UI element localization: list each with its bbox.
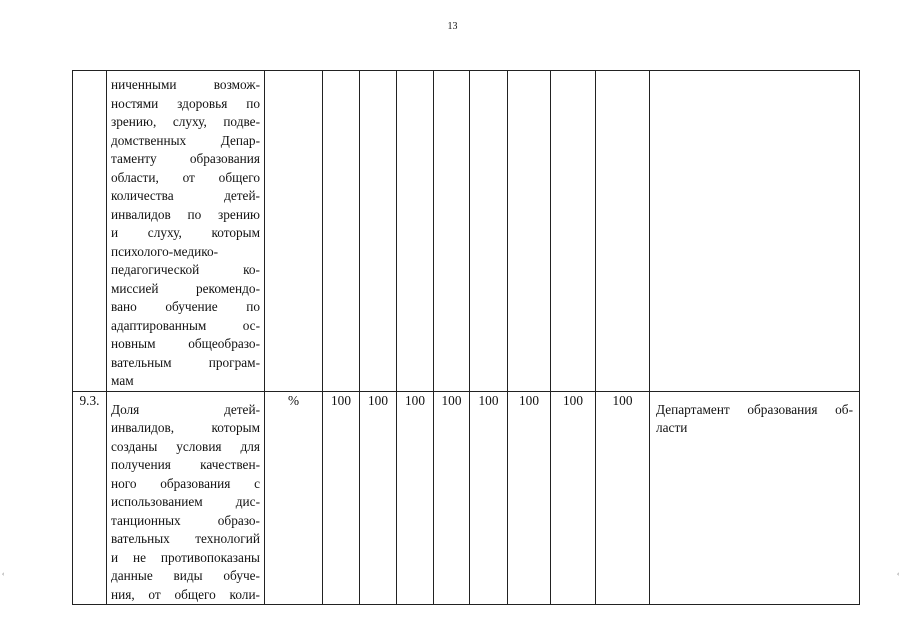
text-line: миссией рекомендо- [111, 280, 260, 296]
value-cell: 100 [434, 391, 470, 605]
scan-mark-right: ‹ [897, 570, 900, 578]
text-line: ностями здоровья по [111, 95, 260, 111]
text-line: таменту образования [111, 151, 260, 166]
value-cell [434, 71, 470, 392]
value-cell: 100 [551, 391, 596, 605]
text-line: количества детей- [111, 188, 260, 203]
text-line: ласти [656, 420, 688, 435]
text-line: ния, от общего коли- [111, 586, 260, 602]
text-line: ного образования с [111, 475, 260, 491]
value-cell: 100 [596, 391, 650, 605]
row-index [73, 71, 107, 392]
text-line: педагогической ко- [111, 262, 260, 277]
responsible-cell [650, 71, 860, 392]
responsible-cell [650, 391, 860, 605]
scan-mark-left: ‹ [2, 570, 5, 578]
indicator-description [107, 391, 265, 605]
text-line: вательным програм- [111, 354, 260, 370]
text-line: ниченными возмож- [111, 77, 260, 92]
indicator-table [72, 70, 860, 605]
text-line: зрению, слуху, подве- [111, 114, 260, 129]
text-line: домственных Депар- [111, 132, 260, 148]
text-line: инвалидов по зрению [111, 206, 260, 222]
text-line: созданы условия для [111, 438, 260, 454]
text-line: использованием дис- [111, 494, 260, 509]
value-cell [360, 71, 397, 392]
description-text [107, 392, 264, 605]
table-row [73, 71, 860, 392]
text-line: мам [111, 373, 134, 388]
text-line: вано обучение по [111, 299, 260, 314]
responsible-text [650, 392, 859, 438]
table-row [73, 391, 860, 605]
value-cell [551, 71, 596, 392]
value-cell: 100 [470, 391, 508, 605]
unit-cell: % [265, 391, 323, 605]
text-line: психолого-медико- [111, 243, 219, 259]
value-cell: 100 [508, 391, 551, 605]
value-cell [323, 71, 360, 392]
text-line: инвалидов, которым [111, 420, 260, 435]
text-line: Доля детей- [111, 401, 260, 417]
value-cell: 100 [360, 391, 397, 605]
text-line: и не противопоказаны [111, 549, 260, 565]
text-line: области, от общего [111, 169, 260, 185]
text-line: данные виды обуче- [111, 568, 260, 583]
value-cell: 100 [397, 391, 434, 605]
row-index: 9.3. [73, 391, 107, 605]
text-line: вательных технологий [111, 531, 260, 546]
text-line: новным общеобразо- [111, 336, 260, 351]
page-number: 13 [447, 21, 458, 32]
indicator-description [107, 71, 265, 392]
value-cell [508, 71, 551, 392]
value-cell [470, 71, 508, 392]
text-line: танционных образо- [111, 512, 260, 528]
text-line: получения качествен- [111, 457, 260, 472]
value-cell: 100 [323, 391, 360, 605]
text-line: Департамент образования об- [656, 401, 853, 417]
value-cell [596, 71, 650, 392]
unit-cell [265, 71, 323, 392]
text-line: и слуху, которым [111, 225, 260, 240]
description-text [107, 71, 264, 391]
value-cell [397, 71, 434, 392]
text-line: адаптированным ос- [111, 317, 260, 333]
